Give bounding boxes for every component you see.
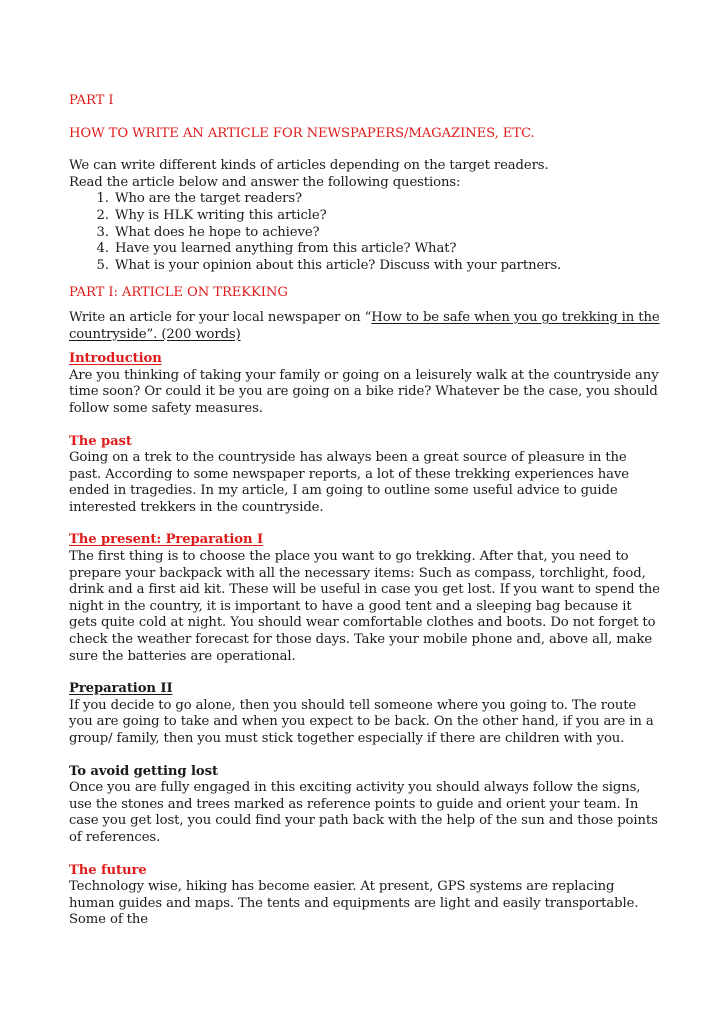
part1-subtitle: HOW TO WRITE AN ARTICLE FOR NEWSPAPERS/MAGAZINES, ETC. [69, 125, 535, 141]
section-body: The first thing is to choose the place you want to go trekking. After that, you need to prepare your backpack with all the necessary items: Such as compass, torchlight, food, drink and a first aid kit. These will be useful in case you get lost. If you want to spend the night in the country, it is important to have a good tent and a sleeping bag because it gets quite cold at night. You should wear comfortable clothes and boots. Do not forget to check the weather forecast for those days. Take your mobile phone and, above all, make sure the batteries are operational. [69, 549, 660, 664]
section-body: Once you are fully engaged in this exciting activity you should always follow the signs, use the stones and trees marked as reference points to guide and orient your team. In case you get lost, you could find your path back with the help of the sun and those points of references. [69, 780, 658, 845]
section-heading: Introduction [69, 351, 162, 367]
section-heading: The future [69, 862, 147, 878]
section-heading: Preparation II [69, 681, 173, 697]
section-body: Technology wise, hiking has become easier. At present, GPS systems are replacing human guides and maps. The tents and equipments are light and easily transportable. Some of the [69, 879, 639, 928]
question-item: 4. Have you learned anything from this article? What? [113, 241, 661, 258]
article-title: PART I: ARTICLE ON TREKKING [69, 285, 288, 301]
question-item: 1. Who are the target readers? [113, 191, 661, 208]
section-heading: To avoid getting lost [69, 763, 218, 779]
part1-title: PART I [69, 93, 114, 108]
section-introduction [69, 351, 661, 417]
section-body: If you decide to go alone, then you should tell someone where you going to. The route you are going to take and when you expect to be back. On the other hand, if you are in a group/ family, then you must stick together especially if there are children with you. [69, 697, 654, 746]
section-avoid-lost [69, 764, 661, 847]
question-item: 3. What does he hope to achieve? [113, 225, 661, 242]
intro-line-1: We can write different kinds of articles depending on the target readers. [69, 158, 549, 174]
section-preparation-1 [69, 532, 661, 665]
section-past [69, 434, 661, 517]
task-statement [69, 310, 661, 343]
question-item: 2. Why is HLK writing this article? [113, 208, 661, 225]
task-topic: How to be safe when you go trekking in the countryside [69, 309, 660, 342]
task-prefix: Write an article for your local newspaper on “ [69, 309, 372, 325]
document-page [69, 93, 661, 929]
section-heading: The past [69, 433, 132, 449]
question-item: 5. What is your opinion about this article? Discuss with your partners. [113, 258, 661, 275]
section-body: Going on a trek to the countryside has always been a great source of pleasure in the past. According to some newspaper reports, a lot of these trekking experiences have ended in tragedies. In my article, I am going to outline some useful advice to guide interested trekkers in the countryside. [69, 450, 629, 515]
questions-list [69, 191, 661, 274]
task-suffix: ”. (200 words) [146, 326, 241, 342]
section-preparation-2 [69, 681, 661, 747]
section-body: Are you thinking of taking your family or going on a leisurely walk at the countryside any time soon? Or could it be you are going on a bike ride? Whatever be the case, you should follow some safety measures. [69, 367, 659, 416]
section-future [69, 863, 661, 929]
section-heading: The present: Preparation I [69, 532, 264, 548]
intro-line-2: Read the article below and answer the following questions: [69, 174, 461, 190]
